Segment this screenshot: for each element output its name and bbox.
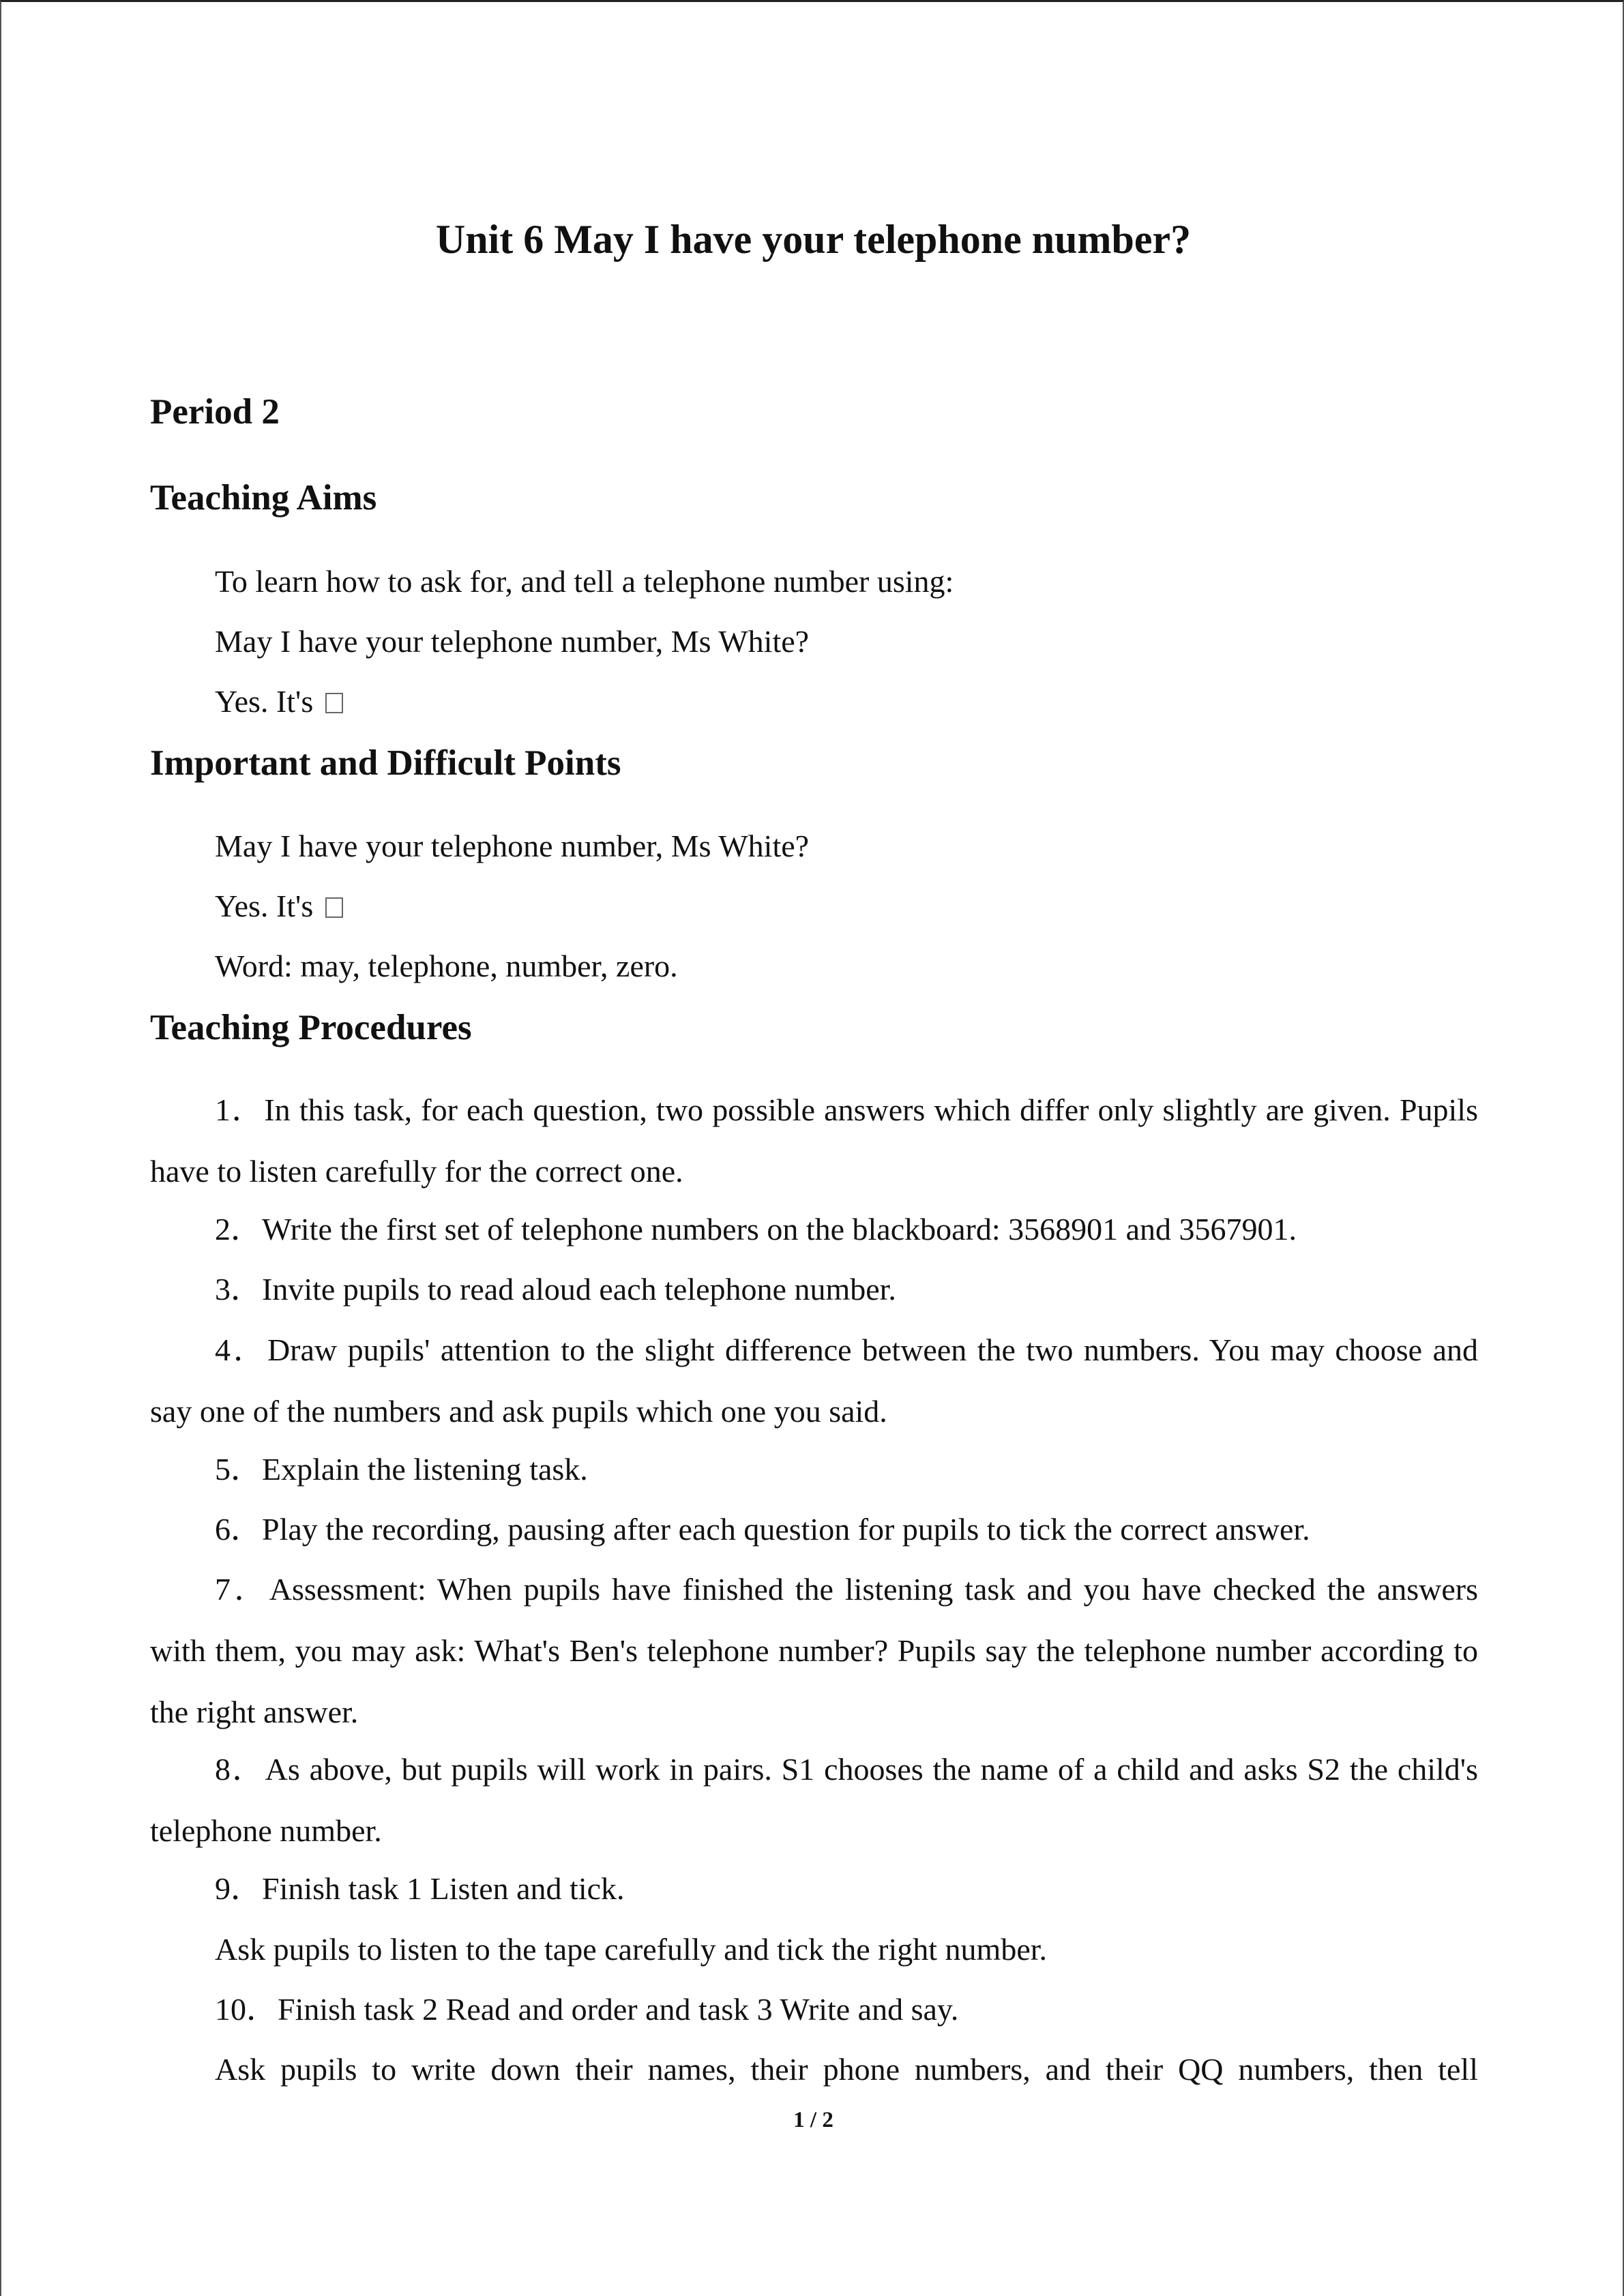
procedure-step: Ask pupils to listen to the tape carefully and tick the right number. [215, 1932, 1048, 1967]
points-line: May I have your telephone number, Ms White? [215, 829, 810, 863]
points-line [215, 886, 343, 927]
procedure-step: 2．Write the first set of telephone numbers on the blackboard: 3568901 and 3567901. [215, 1212, 1297, 1247]
procedure-step: 8．As above, but pupils will work in pairs. S1 chooses the name of a child and asks S2 the child's telephone number. [150, 1752, 1478, 1848]
blank-box-icon [325, 693, 343, 713]
points-line: Word: may, telephone, number, zero. [215, 949, 678, 983]
procedure-step: 9．Finish task 1 Listen and tick. [215, 1871, 625, 1906]
important-points-heading: Important and Difficult Points [150, 743, 621, 783]
procedure-step: 1．In this task, for each question, two possible answers which differ only slightly are given. Pupils have to listen carefully for the correct one. [150, 1092, 1478, 1189]
procedure-step: 6．Play the recording, pausing after each question for pupils to tick the correct answer. [215, 1512, 1310, 1547]
procedure-step: 4．Draw pupils' attention to the slight difference between the two numbers. You may choose and say one of the numbers and ask pupils which one you said. [150, 1332, 1478, 1429]
aims-line: To learn how to ask for, and tell a telephone number using: [215, 564, 954, 599]
procedure-step: 5．Explain the listening task. [215, 1452, 588, 1487]
period-heading: Period 2 [150, 392, 280, 432]
points-line-text: Yes. It's [215, 889, 314, 923]
page-number: 1 / 2 [793, 2108, 833, 2132]
teaching-procedures-heading: Teaching Procedures [150, 1008, 472, 1047]
procedure-step: 3．Invite pupils to read aloud each telephone number. [215, 1272, 896, 1307]
aims-line [215, 681, 343, 722]
procedure-step: Ask pupils to write down their names, their phone numbers, and their QQ numbers, then tell [215, 2052, 1478, 2087]
aims-line-text: Yes. It's [215, 684, 314, 719]
teaching-aims-heading: Teaching Aims [150, 478, 377, 518]
blank-box-icon [325, 897, 343, 918]
aims-line: May I have your telephone number, Ms White? [215, 624, 810, 659]
procedure-step: 7．Assessment: When pupils have finished the listening task and you have checked the answers with them, you may ask: What's Ben's telephone number? Pupils say the telephone number according to the right answer. [150, 1572, 1478, 1729]
procedure-step: 10．Finish task 2 Read and order and task 3 Write and say. [215, 1992, 959, 2027]
document-title: Unit 6 May I have your telephone number? [435, 217, 1192, 262]
